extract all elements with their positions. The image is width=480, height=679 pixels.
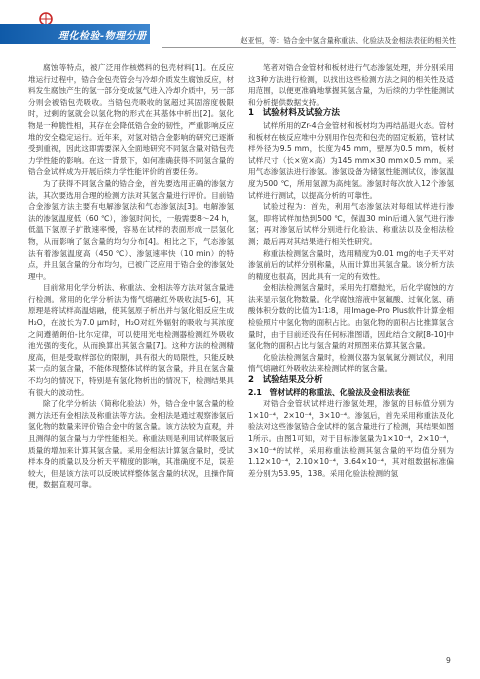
left-column [28,62,234,491]
body-paragraph: 除了化学分析法（简称化验法）外，锆合金中氢含量的检测方法还有金相法及称重法等方法。金相法是通过观察渗氢后氢化物的数量来评价锆合金中的氢含量。该方法较为直观，并且测得的氢含量与力学性能相关。称重法则是利用试样吸氢后质量的增加来计算其氢含量。采用金相法计算氢含量时，受试样本身的质量以及分析天平精度的影响，其准确度不足，误差较大，但是该方法可以反映试样整体氢含量的状况，且操作简便，数据直观可靠。 [28,399,234,490]
body-paragraph: 目前常用化学分析法、称重法、金相法等方法对氢含量进行检测。常用的化学分析法为惰气熔融红外吸收法[5-6]，其原理是将试样高温熔融，使其氢原子析出并与氢化钼反应生成H₂O，在波长为7.0 μm时，H₂O对红外辐射的吸收与其浓度之间遵循朗伯-比尔定律，可以使用光电检测器检测红外吸收池光强的变化，从而换算出其氢含量[7]。这种方法的检测精度高，但是受取样部位的限制，具有很大的局限性，只能反映某一点的氢含量，不能体现整体试样的氢含量，并且在氢含量不均匀的情况下，特别是有氢化物析出的情况下，检测结果具有很大的波动性。 [28,283,234,397]
journal-logo-text: 理化检验-物理分册 [58,31,147,42]
intro-paragraph: 笔者对锆合金管材和板材进行气态渗氢处理，并分别采用这3种方法进行检测，以找出这些检测方法之间的相关性及适用范围，以便更准确地掌握其氢含量，为后续的力学性能测试和分析提供数据支持。 [248,63,454,107]
page-header [0,0,480,52]
body-paragraph: 为了获得不同氢含量的锆合金，首先要选用正确的渗氢方法，其次要选用合理的检测方法对其氢含量进行评价。目前锆合金渗氢方法主要有电解渗氢法和气态渗氢法[3]。电解渗氢法的渗氢温度低（60 ℃），渗氢时间长，一般需要8～24 h，低温下氢原子扩散速率慢，容易在试样的表面形成一层氢化物，从而影响了氢含量的均匀分布[4]。相比之下，气态渗氢法有着渗氢温度高（450 ℃）、渗氢速率快（10 min）的特点，并且氢含量的分布均匀，已被广泛应用于锆合金的渗氢处理中。 [28,178,234,281]
section-1-heading: 1 试验材料及试验方法 [248,108,340,119]
body-paragraph: 对锆合金管状试样进行渗氢处理，渗氢的目标值分别为1×10⁻⁴，2×10⁻⁴，3×10⁻⁴。渗氢后，首先采用称重法及化验法对这些渗氢锆合金试样的氢含量进行了检测，其结果如图1所示。由图1可知，对于目标渗氢量为1×10⁻⁴，2×10⁻⁴，3×10⁻⁴的试样，采用称重法检测其氢含量的平均值分别为1.12×10⁻⁴，2.10×10⁻⁴，3.64×10⁻⁴，其对组数据标准偏差分别为53.95，138。采用化验法检测的氢 [248,399,454,478]
running-header-title: 赵亚恒，等：锆合金中氢含量称重法、化验法及金相法表征的相关性 [240,36,456,45]
body-paragraph: 金相法检测氢含量时，采用先打磨抛光，后化学腐蚀的方法来显示氢化物数量。化学腐蚀溶液中氢氟酸、过氧化氢、硝酸体积分数的比值为1∶1∶8，用Image-Pro Plus软件计算金相检验照片中氢化物的面积占比。由氢化物的面积占比推算氢含量时，由于目前还没有任何标准图谱，因此结合文献[8-10]中氢化物的面积占比与氢含量的对照图来估算其氢含量。 [248,283,454,351]
body-paragraph: 试验过程为：首先，利用气态渗氢法对每组试样进行渗氢，即将试样加热到500 ℃，保温30 min后通入氢气进行渗氢；再对渗氢后试样分别进行化验法、称重法以及金相法检测；最后再对其结果进行相关性研究。 [248,202,454,246]
header-divider [162,47,456,48]
page-number: 9 [446,656,451,665]
body-paragraph: 称重法检测氢含量时，选用精度为0.01 mg的电子天平对渗氢前后的试样分别称量，从而计算出其氢含量。该分析方法的精度也很高，因此具有一定的有效性。 [248,248,455,281]
section-2-heading: 2 试验结果及分析 [248,375,323,386]
right-column [248,62,454,479]
body-paragraph: 化验法检测氢含量时，检测仪器为氢氧氮分测试仪，利用惰气熔融红外吸收法来检测试样的氢含量。 [248,352,454,374]
body-paragraph: 腐蚀等特点，被广泛用作核燃料的包壳材料[1]。在反应堆运行过程中，锆合金包壳管会与冷却介质发生腐蚀反应，材料发生腐蚀产生的氢一部分变成氢气进入冷却介质中，另一部分则会被锆包壳吸收。当锆包壳吸收的氢超过其固溶度极限时，过剩的氢就会以氢化物的形式在其基体中析出[2]。氢化物是一种脆性相，其存在会降低锆合金的韧性，严重影响反应堆的安全稳定运行。近年来，对氢对锆合金影响的研究已逐渐受到重视，因此这即需要深入全面地研究不同氢含量对锆包壳力学性能的影响。在这一背景下，如何准确获得不同氢含量的锆合金试样成为开展后续力学性能评价的首要任务。 [28,63,234,177]
body-paragraph: 试样所用的Zr-4合金管材和板材均为再结晶退火态。管材和板材在核反应堆中分别用作包壳和包壳的固定板筋，管材试样外径为9.5 mm，长度为45 mm，壁厚为0.5 mm，板材试样尺寸（长×宽×高）为145 mm×30 mm×0.5 mm。采用气态渗氢法进行渗氢。渗氢设备为储氢性能测试仪，渗氢温度为500 ℃，所用氢源为高纯氢。渗氢时每次放入12个渗氢试样进行测试，以提高分析的可靠性。 [248,120,454,200]
section-2-1-heading: 2.1 管材试样的称重法、化验法及金相法表征 [248,387,410,397]
